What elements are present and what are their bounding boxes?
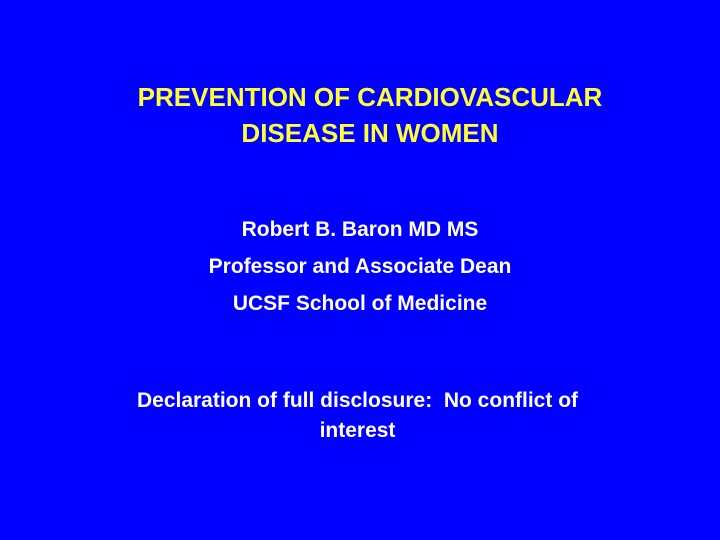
title-line-1: PREVENTION OF CARDIOVASCULAR <box>137 82 603 112</box>
author-block <box>0 211 720 322</box>
disclosure-line-1: Declaration of full disclosure: No conflict of <box>136 389 579 412</box>
disclosure-statement <box>0 386 715 446</box>
disclosure-line-2: interest <box>319 419 396 442</box>
title-line-2: DISEASE IN WOMEN <box>241 118 499 148</box>
author-position: Professor and Associate Dean <box>208 255 512 278</box>
author-name: Robert B. Baron MD MS <box>241 218 479 241</box>
author-institution: UCSF School of Medicine <box>232 292 488 315</box>
slide-title <box>40 79 700 151</box>
